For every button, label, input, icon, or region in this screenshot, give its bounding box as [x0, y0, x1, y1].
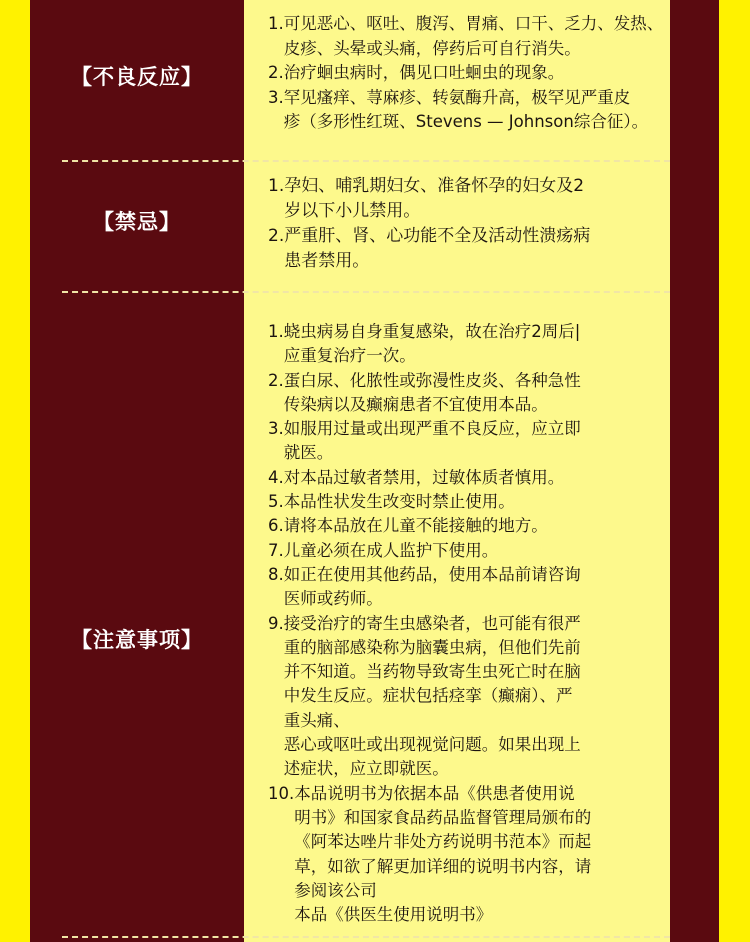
item-line: 蛲虫病易自身重复感染，故在治疗2周后|	[283, 322, 581, 341]
item-line: 岁以下小儿禁用。	[284, 201, 421, 221]
item-number: 5.	[268, 492, 284, 512]
list-item	[268, 174, 664, 224]
item-line: 疹（多形性红斑、Stevens — Johnson综合征）。	[283, 112, 649, 131]
item-line: 重的脑部感染称为脑囊虫病，但他们先前	[283, 637, 581, 657]
list-item	[268, 320, 664, 369]
list-item	[268, 563, 664, 612]
item-line: 就医。	[283, 443, 334, 463]
item-line: 中发生反应。症状包括痉挛（癫痫）、严	[283, 686, 573, 706]
item-line: 可见恶心、呕吐、腹泻、胃痛、口干、乏力、发热、	[283, 14, 664, 33]
item-number: 4.	[268, 467, 284, 487]
item-number: 3.	[268, 87, 284, 107]
item-number: 1.	[268, 322, 284, 341]
item-line: 本品性状发生改变时禁止使用。	[283, 492, 515, 512]
item-line: 本品《供医生使用说明书》	[294, 905, 493, 925]
item-number: 1.	[268, 176, 285, 196]
list-item	[268, 12, 664, 61]
item-line: 儿童必须在成人监护下使用。	[283, 540, 499, 560]
list-item	[268, 539, 664, 563]
item-line: 治疗蛔虫病时，偶见口吐蛔虫的现象。	[283, 63, 565, 82]
item-number: 10.	[268, 783, 295, 803]
item-line: 皮疹、头晕或头痛，停药后可自行消失。	[283, 38, 581, 58]
list-item	[268, 61, 664, 86]
item-number: 2.	[268, 63, 284, 82]
item-line: 《阿苯达唑片非处方药说明书范本》而起	[294, 832, 592, 852]
item-line: 接受治疗的寄生虫感染者，也可能有很严	[283, 613, 581, 633]
list-item	[268, 86, 664, 135]
list-item	[268, 782, 664, 928]
item-number: 9.	[268, 613, 284, 633]
list-item	[268, 490, 664, 514]
precautions-list	[268, 320, 664, 927]
section-title-precautions: 【注意事项】	[71, 628, 203, 652]
section-title-adverse-reactions: 【不良反应】	[71, 65, 203, 89]
item-number: 2.	[268, 226, 285, 246]
adverse-reactions-list	[268, 12, 664, 135]
item-number: 7.	[268, 540, 284, 560]
item-line: 述症状，应立即就医。	[283, 759, 449, 779]
item-line: 请将本品放在儿童不能接触的地方。	[283, 516, 548, 536]
section-title-contraindications: 【禁忌】	[93, 210, 181, 234]
item-number: 8.	[268, 564, 284, 584]
section-divider	[62, 160, 670, 162]
item-line: 并不知道。当药物导致寄生虫死亡时在脑	[283, 662, 581, 682]
item-line: 重头痛、	[283, 710, 350, 730]
item-line: 蛋白尿、化脓性或弥漫性皮炎、各种急性	[283, 370, 581, 390]
item-line: 如服用过量或出现严重不良反应，应立即	[283, 419, 581, 439]
list-item	[268, 514, 664, 538]
item-line: 孕妇、哺乳期妇女、准备怀孕的妇女及2	[284, 176, 585, 196]
list-item	[268, 417, 664, 466]
item-number: 2.	[268, 370, 284, 390]
list-item	[268, 224, 664, 274]
item-line: 草，如欲了解更加详细的说明书内容，请	[294, 856, 592, 876]
list-item	[268, 369, 664, 418]
item-line: 明书》和国家食品药品监督管理局颁布的	[294, 807, 592, 827]
item-line: 罕见瘙痒、荨麻疹、转氨酶升高，极罕见严重皮	[283, 87, 631, 107]
list-item	[268, 612, 664, 782]
item-line: 应重复治疗一次。	[283, 346, 416, 366]
item-number: 3.	[268, 419, 284, 439]
section-divider	[62, 291, 670, 293]
item-line: 对本品过敏者禁用，过敏体质者慎用。	[283, 467, 565, 487]
item-line: 患者禁用。	[284, 251, 370, 271]
item-line: 严重肝、肾、心功能不全及活动性溃疡病	[284, 226, 591, 246]
item-number: 1.	[268, 14, 284, 33]
list-item	[268, 466, 664, 490]
section-divider	[62, 936, 670, 938]
contraindications-list	[268, 174, 664, 274]
item-line: 传染病以及癫痫患者不宜使用本品。	[283, 394, 548, 414]
item-number: 6.	[268, 516, 284, 536]
item-line: 恶心或呕吐或出现视觉问题。如果出现上	[283, 735, 581, 755]
item-line: 如正在使用其他药品，使用本品前请咨询	[283, 564, 581, 584]
item-line: 本品说明书为依据本品《供患者使用说	[294, 783, 575, 803]
item-line: 参阅该公司	[294, 880, 377, 900]
item-line: 医师或药师。	[283, 589, 383, 609]
